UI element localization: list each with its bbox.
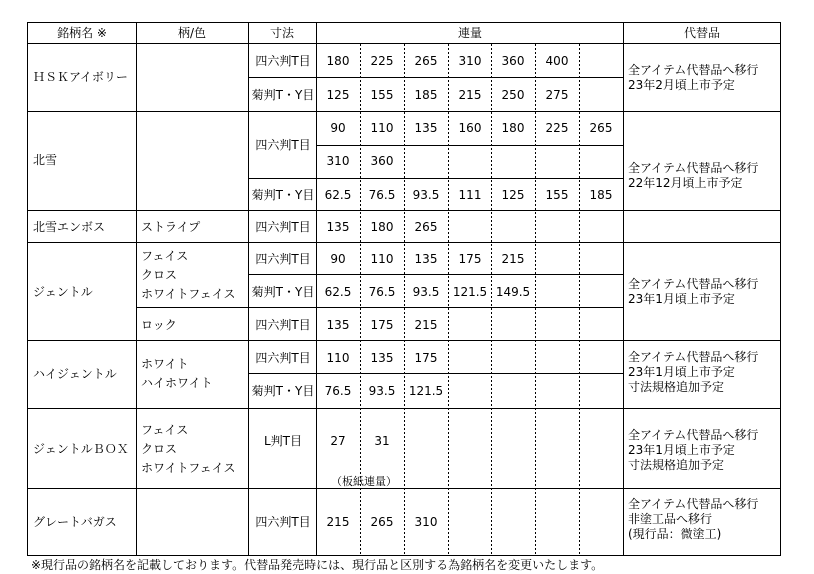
weight-value: 93.5	[412, 285, 440, 299]
pattern-label: ホワイト	[141, 357, 189, 371]
replacement-line: 全アイテム代替品へ移行	[628, 161, 759, 175]
weight-value: 400	[545, 54, 569, 68]
weight-value: 175	[458, 252, 482, 266]
size-label: 菊判T・Y目	[251, 285, 315, 299]
weight-value: 93.5	[368, 384, 396, 398]
weight-value: 185	[414, 88, 438, 102]
weight-value: 215	[414, 318, 438, 332]
weight-value: 310	[458, 54, 482, 68]
size-label: 四六判T目	[255, 220, 311, 234]
replacement-line: 22年12月頃上市予定	[628, 176, 743, 190]
weight-value: 185	[589, 188, 613, 202]
replacement-line: 全アイテム代替品へ移行	[628, 277, 759, 291]
header-weight: 連量	[457, 26, 483, 40]
header-pattern: 柄/色	[177, 26, 207, 40]
replacement-line: 非塗工品へ移行	[628, 512, 713, 526]
header-size: 寸法	[269, 26, 295, 40]
weight-value: 265	[414, 54, 438, 68]
weight-value: 175	[370, 318, 394, 332]
weight-value: 110	[370, 252, 394, 266]
size-label: 菊判T・Y目	[251, 188, 315, 202]
pattern-label: フェイス	[141, 423, 189, 437]
replacement-line: 23年1月頃上市予定	[628, 292, 735, 306]
replacement-line: 寸法規格追加予定	[628, 380, 725, 394]
weight-value: 155	[370, 88, 394, 102]
pattern-label: ホワイトフェイス	[141, 461, 236, 475]
weight-value: 215	[501, 252, 525, 266]
weight-value: 265	[370, 515, 394, 529]
weight-value: 360	[370, 154, 394, 168]
weight-value: 62.5	[324, 188, 352, 202]
replacement-line: 寸法規格追加予定	[628, 458, 725, 472]
weight-value: 160	[458, 121, 482, 135]
size-label: L判T目	[263, 434, 303, 448]
footnote: ※現行品の銘柄名を記載しております。代替品発売時には、現行品と区別する為銘柄名を変更いたします。	[31, 558, 604, 572]
size-label: 四六判T目	[255, 138, 311, 152]
weight-value: 225	[545, 121, 569, 135]
replacement-line: 全アイテム代替品へ移行	[628, 497, 759, 511]
weight-value: 125	[326, 88, 350, 102]
replacement-line: 全アイテム代替品へ移行	[628, 428, 759, 442]
weight-value: 62.5	[324, 285, 352, 299]
size-label: 四六判T目	[255, 252, 311, 266]
weight-value: 310	[414, 515, 438, 529]
weight-value: 310	[326, 154, 350, 168]
weight-value: 111	[458, 188, 482, 202]
pattern-label: ロック	[141, 318, 177, 332]
replacement-line: (現行品：微塗工)	[628, 527, 722, 541]
header-brand: 銘柄名 ※	[57, 26, 107, 40]
weight-value: 265	[414, 220, 438, 234]
size-label: 菊判T・Y目	[251, 384, 315, 398]
replacement-line: 全アイテム代替品へ移行	[628, 350, 759, 364]
pattern-label: フェイス	[141, 249, 189, 263]
weight-value: 250	[501, 88, 525, 102]
weight-value: 275	[545, 88, 569, 102]
weight-value: 27	[330, 434, 346, 448]
weight-value: 31	[374, 434, 390, 448]
replacement-line: 23年1月頃上市予定	[628, 365, 735, 379]
brand-gentlebox: ジェントルＢＯＸ	[33, 442, 129, 456]
weight-value: 76.5	[368, 188, 396, 202]
product-table	[27, 22, 781, 556]
weight-value: 90	[330, 121, 346, 135]
weight-value: 215	[458, 88, 482, 102]
weight-value: 110	[370, 121, 394, 135]
weight-value: 135	[326, 220, 350, 234]
weight-value: 125	[501, 188, 525, 202]
brand-greatbagasse: グレートバガス	[33, 515, 117, 529]
pattern-label: クロス	[141, 268, 178, 282]
weight-value: 215	[326, 515, 350, 529]
weight-value: 135	[326, 318, 350, 332]
replacement-line: 全アイテム代替品へ移行	[628, 63, 759, 77]
pattern-label: ストライプ	[141, 220, 201, 234]
weight-value: 175	[414, 351, 438, 365]
pattern-label: ホワイトフェイス	[141, 287, 236, 301]
weight-value: 76.5	[368, 285, 396, 299]
weight-value: 135	[414, 121, 438, 135]
header-replacement: 代替品	[683, 26, 721, 40]
weight-value: 360	[501, 54, 525, 68]
size-label: 菊判T・Y目	[251, 88, 315, 102]
pattern-label: ハイホワイト	[141, 376, 213, 390]
replacement-line: 23年1月頃上市予定	[628, 443, 735, 457]
pattern-label: クロス	[141, 442, 178, 456]
weight-value: 180	[370, 220, 394, 234]
brand-gentle: ジェントル	[33, 285, 93, 299]
size-label: 四六判T目	[255, 318, 311, 332]
board-weight-note: （板紙連量）	[331, 475, 397, 488]
weight-value: 135	[414, 252, 438, 266]
brand-hokusetsu: 北雪	[33, 153, 58, 167]
weight-value: 149.5	[495, 285, 531, 299]
brand-emboss: 北雪エンボス	[33, 220, 106, 234]
weight-value: 265	[589, 121, 613, 135]
weight-value: 135	[370, 351, 394, 365]
size-label: 四六判T目	[255, 54, 311, 68]
weight-value: 121.5	[452, 285, 488, 299]
size-label: 四六判T目	[255, 351, 311, 365]
weight-value: 90	[330, 252, 346, 266]
size-label: 四六判T目	[255, 515, 311, 529]
weight-value: 93.5	[412, 188, 440, 202]
weight-value: 180	[326, 54, 350, 68]
weight-value: 225	[370, 54, 394, 68]
weight-value: 180	[501, 121, 525, 135]
brand-hsk: ＨＳＫアイボリー	[33, 70, 128, 84]
brand-highgentle: ハイジェントル	[33, 367, 117, 381]
weight-value: 121.5	[408, 384, 444, 398]
weight-value: 76.5	[324, 384, 352, 398]
weight-value: 110	[326, 351, 350, 365]
replacement-line: 23年2月頃上市予定	[628, 78, 735, 92]
weight-value: 155	[545, 188, 569, 202]
